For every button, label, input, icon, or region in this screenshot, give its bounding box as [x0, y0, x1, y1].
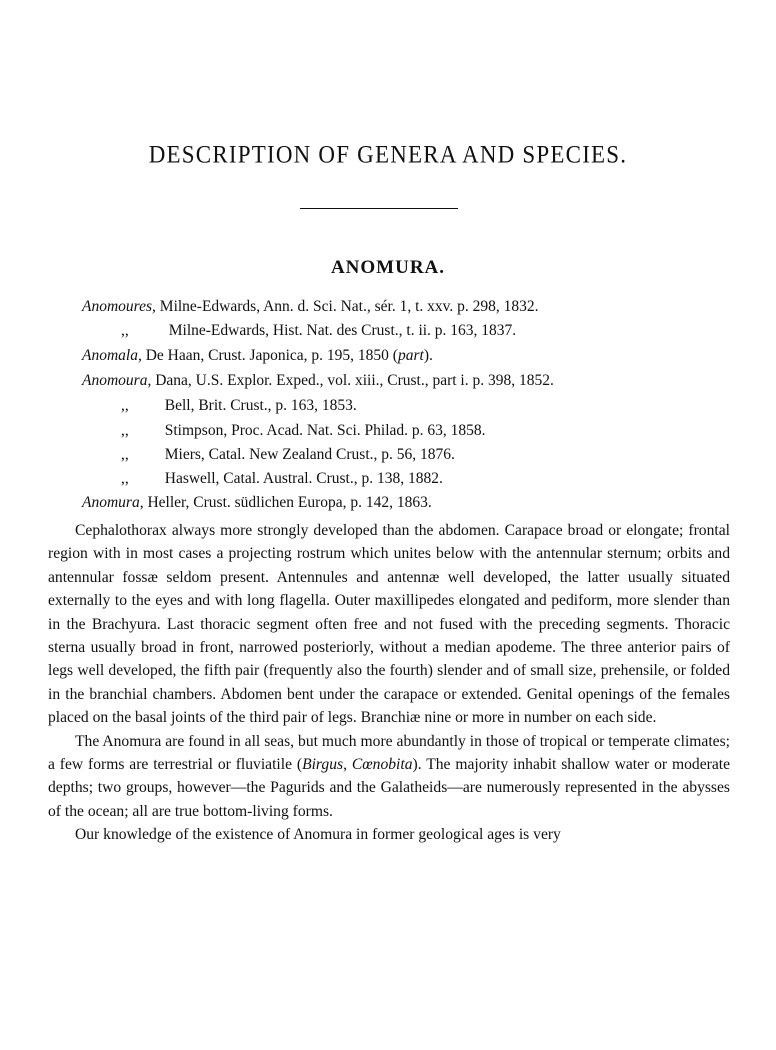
- ditto-mark: ,,: [121, 397, 129, 414]
- paragraph-distribution: [48, 730, 730, 824]
- synonym-reference: Milne-Edwards, Hist. Nat. des Crust., t. ii. p. 163, 1837.: [168, 322, 517, 339]
- ditto-mark: ,,: [121, 470, 129, 487]
- synonym-reference-end: ).: [423, 347, 433, 364]
- paragraph-text: The Anomura are found in all seas, but much more abundantly in those of tropical or temperate climates; a few forms are terrestrial or fluviatile (: [48, 732, 730, 774]
- heading-rule: [300, 208, 458, 209]
- synonym-name: Anomura,: [82, 494, 144, 511]
- synonym-reference: Miers, Catal. New Zealand Crust., p. 56, 1876.: [164, 446, 455, 463]
- synonym-reference: Haswell, Catal. Austral. Crust., p. 138, 1882.: [164, 470, 443, 487]
- synonymy-line-7: [121, 446, 776, 464]
- synonym-reference: Milne-Edwards, Ann. d. Sci. Nat., sér. 1, t. xxv. p. 298, 1832.: [155, 298, 539, 315]
- ditto-mark: ,,: [121, 322, 129, 339]
- synonym-name: Anomoures,: [82, 298, 156, 315]
- ditto-mark: ,,: [121, 446, 129, 463]
- body-text: [48, 519, 730, 847]
- paragraph-description: Cephalothorax always more strongly developed than the abdomen. Carapace broad or elongate; frontal region with in most cases a projecting rostrum which unites below with the antennular sternum; orbits and antennular fossæ seldom present. Antennules and antennæ well developed, the latter usually situated externally to the eyes and with long flagella. Outer maxillipedes elongated and pediform, more slender than in the Brachyura. Last thoracic segment often free and not fused with the preceding segments. Thoracic sterna usually broad in front, narrowed posteriorly, without a median apodeme. The three anterior pairs of legs well developed, the fifth pair (frequently also the fourth) slender and of small size, prehensile, or folded in the branchial chambers. Abdomen bent under the carapace or extended. Genital openings of the females placed on the basal joints of the third pair of legs. Branchiæ nine or more in number on each side.: [48, 522, 730, 727]
- paragraph-italic: Birgus, Cœnobita: [302, 756, 413, 774]
- synonymy-line-9: [82, 494, 776, 512]
- synonymy-line-8: [121, 470, 776, 488]
- synonym-reference: Dana, U.S. Explor. Exped., vol. xiii., Crust., part i. p. 398, 1852.: [151, 372, 554, 389]
- synonym-reference: De Haan, Crust. Japonica, p. 195, 1850 (: [141, 347, 398, 364]
- paragraph-geology: Our knowledge of the existence of Anomura in former geological ages is very: [75, 826, 561, 844]
- synonym-reference: Heller, Crust. südlichen Europa, p. 142, 1863.: [143, 494, 432, 511]
- synonymy-line-4: [82, 372, 776, 390]
- synonym-reference: Stimpson, Proc. Acad. Nat. Sci. Philad. p. 63, 1858.: [164, 422, 486, 439]
- synonymy-line-6: [121, 422, 776, 440]
- synonym-name: Anomoura,: [82, 372, 152, 389]
- ditto-mark: ,,: [121, 422, 129, 439]
- synonymy-line-1: [82, 298, 776, 316]
- synonym-reference: Bell, Brit. Crust., p. 163, 1853.: [164, 397, 357, 414]
- synonym-name: Anomala,: [82, 347, 142, 364]
- synonym-reference-italic: part: [397, 347, 424, 364]
- synonymy-line-2: [121, 322, 776, 340]
- section-title: ANOMURA.: [330, 257, 446, 278]
- synonymy-line-5: [121, 397, 776, 415]
- paragraph-text-end: ). The majority inhabit shallow water or moderate depths; two groups, however—the Pagurids and the Galatheids—are numerously represented in the abysses of the ocean; all are true bottom-living forms.: [48, 756, 731, 820]
- page-heading: DESCRIPTION OF GENERA AND SPECIES.: [148, 140, 628, 168]
- synonymy-line-3: [82, 347, 776, 365]
